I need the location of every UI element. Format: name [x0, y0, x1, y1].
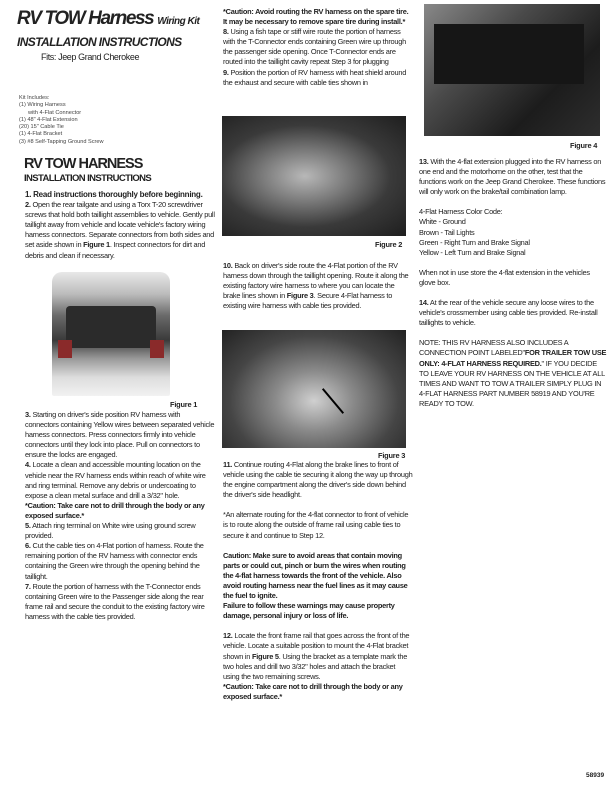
step-7: 7. Route the portion of harness with the T-Connector ends containing Green wire to the Passenger side along the rear frame rail and secure the conduit to the existing factory wire harness with the cable ties provided.	[25, 581, 205, 621]
step-6: 6. Cut the cable ties on 4-Flat portion of harness. Route the remaining portion of the RV harness with connector ends containing the Green wire through the opening behind the taillight.	[25, 541, 204, 581]
figure-2-photo	[222, 116, 406, 236]
step-1: 1. Read instructions thoroughly before beginning.	[25, 190, 203, 199]
step-12: 12. Locate the front frame rail that goes across the front of the vehicle. Locate a suitable position to mount the 4-Flat bracket shown in Figure 5. Using the bracket as a template mark the two holes and drill two 3/32" holes and attach the bracket using the two remaining screws.	[223, 631, 410, 681]
caution-drill: *Caution: Take care not to drill through the body or any exposed surface.*	[25, 500, 205, 520]
step-3: 3. Starting on driver's side position RV harness with connectors containing Yellow wires between separated vehicle harness connectors. Press connectors firmly into vehicle connectors until they lock into place. Pull on connectors to ensure the locks are engaged.	[25, 410, 215, 460]
step-9: 9. Position the portion of RV harness with heat shield around the exhaust and secure with cable ties shown in	[223, 67, 407, 87]
column-2-top	[223, 7, 413, 88]
step-13: 13. With the 4-flat extension plugged into the RV harness on one end and the motorhome on the other, test that the functions work on the Jeep Grand Cherokee. These functions will only work on the brake/tail combination lamp.	[419, 157, 606, 197]
figure-2-caption: Figure 2	[375, 240, 403, 249]
doc-title: RV TOW Harness Wiring Kit	[17, 8, 200, 29]
caution-spare-tire: *Caution: Avoid routing the RV harness on the spare tire. It may be necessary to remove spare tire during install.*	[223, 7, 409, 27]
step-5: 5. Attach ring terminal on White wire using ground screw provided.	[25, 521, 196, 541]
section-title: RV TOW HARNESS	[24, 156, 143, 172]
step-8: 8. Using a fish tape or stiff wire route the portion of harness with the T-Connector ends containing Green wire up through the passenger side opening. Once T-Connector ends are routed into the taillight cavity repeat Step 3 for plugging	[223, 27, 406, 67]
color-code-item: White - Ground	[419, 217, 466, 227]
caution-drill-2: *Caution: Take care not to drill through the body or any exposed surface.*	[223, 681, 403, 701]
alternate-routing: *An alternate routing for the 4-flat connector to front of vehicle is to route along the outside of frame rail using cable ties to secure it and continue to Step 12.	[223, 510, 409, 540]
figure-1-caption: Figure 1	[170, 400, 198, 409]
color-code-list	[419, 207, 607, 257]
note: NOTE: THIS RV HARNESS ALSO INCLUDES A CONNECTION POINT LABELED"FOR TRAILER TOW USE ONLY: 4-FLAT HARNESS REQUIRED." IF YOU DECIDE TO LEAVE YOUR RV HARNESS ON THE VEHICLE AT ALL TIMES AND WANT TO TOW A TRAILER SIMPLY PLUG IN 4-FLAT HARNESS PART NUMBER 58919 AND YOU'RE READY TO TOW.	[419, 338, 607, 408]
figure-1-photo	[52, 272, 170, 396]
step-10: 10. Back on driver's side route the 4-Flat portion of the RV harness down through the taillight opening. Route it along the existing factory wire harness to where you can locate the brake lines shown in Figure 3. Secure 4-Flat harness to existing wire harness with cable ties provided.	[223, 261, 409, 311]
figure-3-caption: Figure 3	[378, 451, 406, 460]
storage-note: When not in use store the 4-flat extension in the vehicles glove box.	[419, 267, 590, 287]
part-number: 58939	[586, 772, 605, 779]
color-code-item: Yellow - Left Turn and Brake Signal	[419, 247, 526, 257]
caution-moving-parts: Caution: Make sure to avoid areas that contain moving parts or could cut, pinch or burn the wires when routing the 4-flat harness towards the front of the vehicle. Also avoid routing harness near the fuel lines as it may cause the fuel to ignite.	[223, 550, 408, 601]
step-2: 2. Open the rear tailgate and using a Torx T-20 screwdriver screws that hold both taillight assemblies to vehicle. Gently pull taillight away from vehicle and locate vehicle's factory wiring harness connectors. Separate connectors from both sides and set aside shown in Figure 1. Inspect connectors for dirt and debris and clean if necessary.	[25, 200, 215, 260]
column-2-mid	[223, 261, 413, 311]
step-14: 14. At the rear of the vehicle secure any loose wires to the vehicle's crossmember using cable ties provided. Re-install taillights to vehicle.	[419, 298, 598, 328]
column-1-top	[25, 190, 215, 261]
step-4: 4. Locate a clean and accessible mounting location on the vehicle near the RV harness ends within reach of white wire and ring terminal. Remove any debris or undercoating to expose a clean metal surface and drill a 3/32" hole.	[25, 460, 206, 500]
doc-subtitle: INSTALLATION INSTRUCTIONS	[17, 35, 182, 49]
step-11: 11. Continue routing 4-Flat along the brake lines to front of vehicle using the cable tie securing it along the way up through the engine compartment along the driver's side down behind the driver's side headlight.	[223, 460, 413, 500]
figure-4-photo	[424, 4, 600, 136]
column-1-bottom	[25, 410, 215, 622]
warning: Failure to follow these warnings may cause property damage, personal injury or loss of life.	[223, 601, 395, 621]
section-subtitle: INSTALLATION INSTRUCTIONS	[24, 173, 152, 184]
figure-3-photo	[222, 330, 406, 448]
figure-4-caption: Figure 4	[570, 141, 598, 150]
kit-includes: Kit Includes: (1) Wiring Harness with 4-Flat Connector (1) 48" 4-Flat Extension (20) 15" Cable Tie (1) 4-Flat Bracket (3) #8 Self-Tapping Ground Screw	[19, 95, 104, 145]
color-code-item: Green - Right Turn and Brake Signal	[419, 237, 530, 247]
column-3	[419, 157, 607, 409]
column-2-bottom	[223, 460, 413, 702]
fits-vehicle: Fits: Jeep Grand Cherokee	[41, 52, 140, 62]
color-code-item: Brown - Tail Lights	[419, 227, 475, 237]
color-code-title: 4-Flat Harness Color Code:	[419, 207, 503, 217]
